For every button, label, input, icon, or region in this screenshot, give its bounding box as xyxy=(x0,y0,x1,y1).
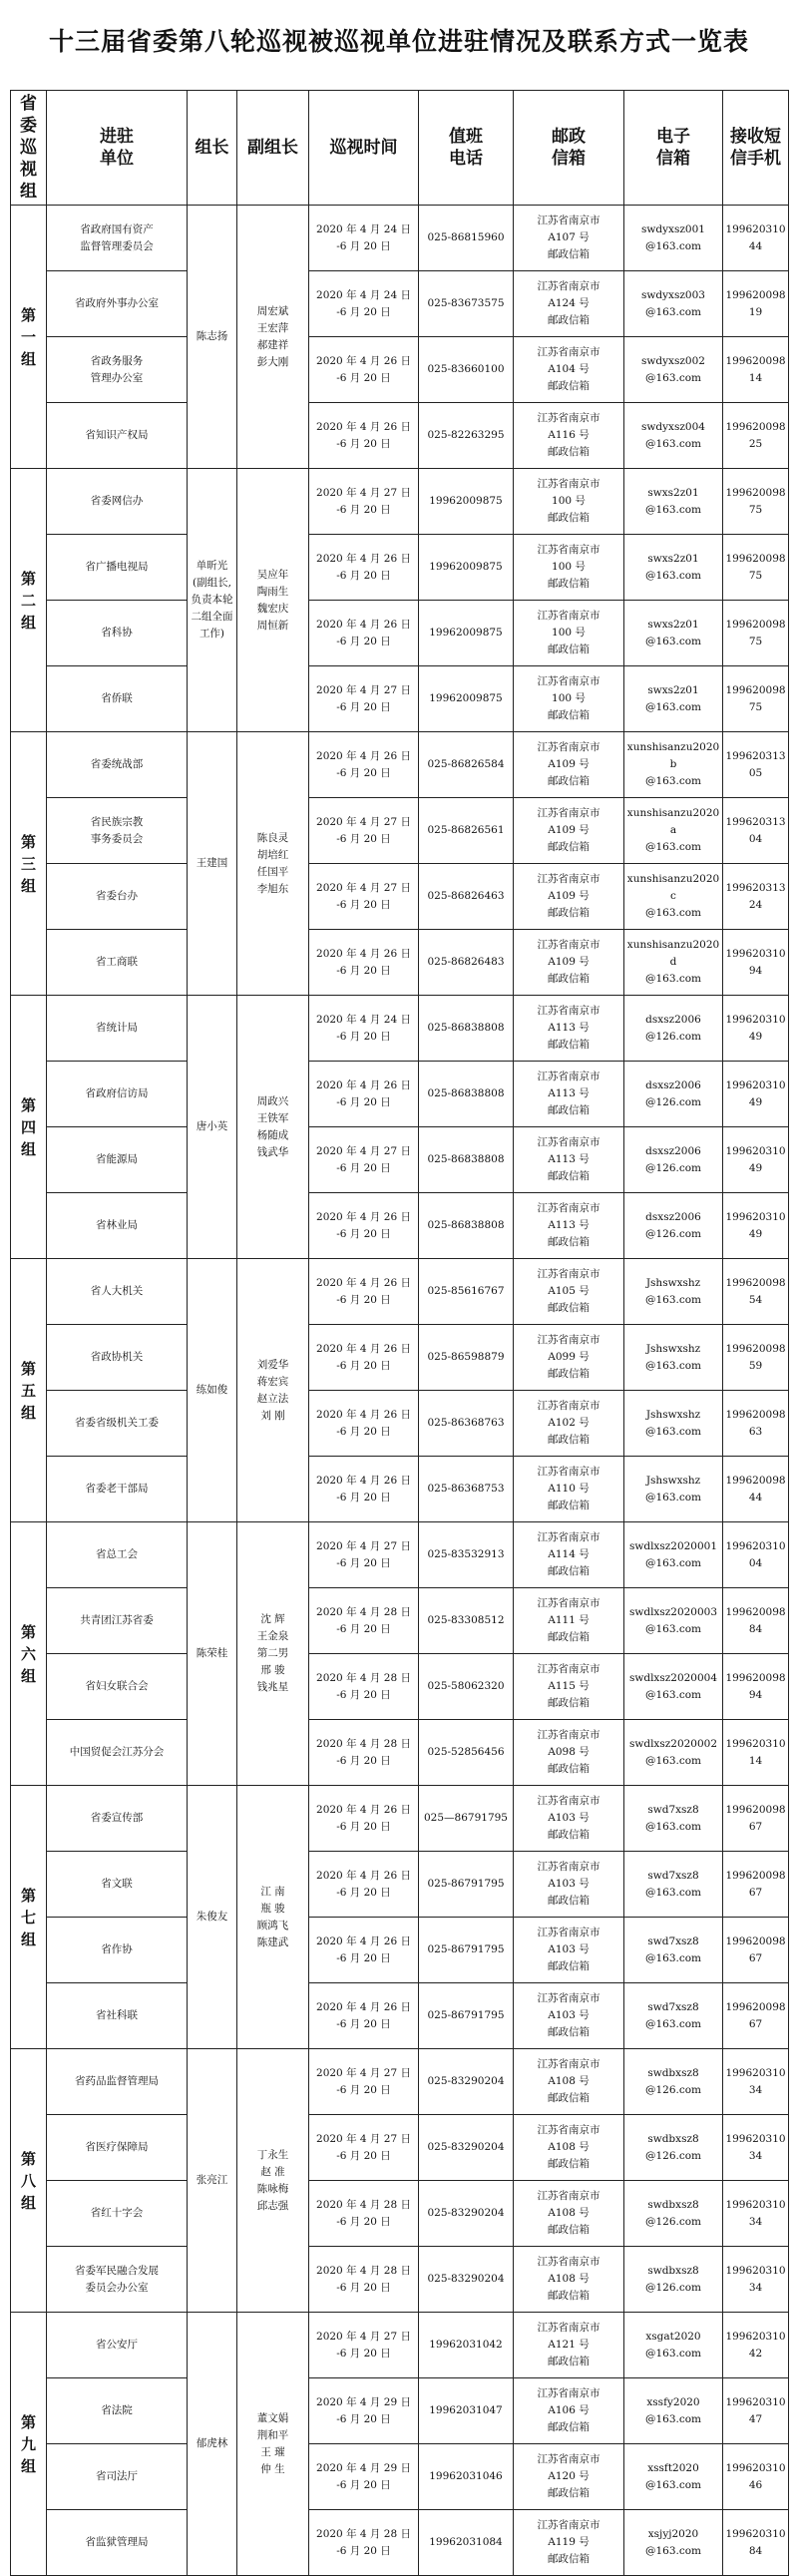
table-row xyxy=(11,1786,789,1852)
inspection-period: 2020 年 4 月 28 日 -6 月 20 日 xyxy=(309,1654,419,1720)
contact-table xyxy=(10,90,789,2576)
table-row xyxy=(11,1720,789,1786)
email-address: swdyxsz004 @163.com xyxy=(624,403,723,469)
group-leader: 陈志扬 xyxy=(188,206,237,469)
group-name: 第 一 组 xyxy=(11,206,47,469)
duty-phone: 025-86826561 xyxy=(419,798,514,864)
unit-name: 省政府外事办公室 xyxy=(47,271,188,337)
sms-phone: 19962009884 xyxy=(723,1588,789,1654)
email-address: Jshswxshz @163.com xyxy=(624,1457,723,1522)
table-row xyxy=(11,2444,789,2510)
group-name: 第 六 组 xyxy=(11,1522,47,1786)
postal-mailbox: 江苏省南京市 A099 号 邮政信箱 xyxy=(514,1325,624,1391)
sms-phone: 19962031305 xyxy=(723,732,789,798)
duty-phone: 19962031047 xyxy=(419,2378,514,2444)
postal-mailbox: 江苏省南京市 100 号 邮政信箱 xyxy=(514,469,624,535)
deputy-leaders: 周宏斌 王宏萍 郝建祥 彭大刚 xyxy=(237,206,309,469)
sms-phone: 19962009867 xyxy=(723,1983,789,2049)
unit-name: 省委台办 xyxy=(47,864,188,930)
unit-name: 省政务服务 管理办公室 xyxy=(47,337,188,403)
sms-phone: 19962009819 xyxy=(723,271,789,337)
unit-name: 省委省级机关工委 xyxy=(47,1391,188,1457)
email-address: swdlxsz2020004 @163.com xyxy=(624,1654,723,1720)
email-address: dsxsz2006 @126.com xyxy=(624,1062,723,1127)
table-row xyxy=(11,996,789,1062)
duty-phone: 19962031042 xyxy=(419,2313,514,2378)
postal-mailbox: 江苏省南京市 A121 号 邮政信箱 xyxy=(514,2313,624,2378)
postal-mailbox: 江苏省南京市 A120 号 邮政信箱 xyxy=(514,2444,624,2510)
group-leader: 张亮江 xyxy=(188,2049,237,2313)
email-address: swd7xsz8 @163.com xyxy=(624,1786,723,1852)
unit-name: 省工商联 xyxy=(47,930,188,996)
inspection-period: 2020 年 4 月 24 日 -6 月 20 日 xyxy=(309,206,419,271)
deputy-leaders: 沈 辉 王金泉 第二男 邢 骏 钱兆星 xyxy=(237,1522,309,1786)
unit-name: 省红十字会 xyxy=(47,2181,188,2247)
sms-phone: 19962009844 xyxy=(723,1457,789,1522)
table-row xyxy=(11,469,789,535)
email-address: xssfy2020 @163.com xyxy=(624,2378,723,2444)
email-address: swdbxsz8 @126.com xyxy=(624,2247,723,2313)
duty-phone: 025-83532913 xyxy=(419,1522,514,1588)
unit-name: 省广播电视局 xyxy=(47,535,188,601)
duty-phone: 19962031046 xyxy=(419,2444,514,2510)
unit-name: 省人大机关 xyxy=(47,1259,188,1325)
inspection-period: 2020 年 4 月 27 日 -6 月 20 日 xyxy=(309,2115,419,2181)
email-address: Jshswxshz @163.com xyxy=(624,1391,723,1457)
duty-phone: 19962031084 xyxy=(419,2510,514,2576)
table-row xyxy=(11,732,789,798)
unit-name: 共青团江苏省委 xyxy=(47,1588,188,1654)
table-row xyxy=(11,798,789,864)
group-leader: 郁虎林 xyxy=(188,2313,237,2576)
table-row xyxy=(11,403,789,469)
email-address: swd7xsz8 @163.com xyxy=(624,1918,723,1983)
sms-phone: 19962009863 xyxy=(723,1391,789,1457)
table-row xyxy=(11,1654,789,1720)
unit-name: 省药品监督管理局 xyxy=(47,2049,188,2115)
email-address: Jshswxshz @163.com xyxy=(624,1325,723,1391)
email-address: swdyxsz002 @163.com xyxy=(624,337,723,403)
group-name: 第 五 组 xyxy=(11,1259,47,1522)
inspection-period: 2020 年 4 月 26 日 -6 月 20 日 xyxy=(309,403,419,469)
duty-phone: 19962009875 xyxy=(419,469,514,535)
sms-phone: 19962031049 xyxy=(723,996,789,1062)
postal-mailbox: 江苏省南京市 A109 号 邮政信箱 xyxy=(514,732,624,798)
duty-phone: 025-86791795 xyxy=(419,1983,514,2049)
duty-phone: 025-86838808 xyxy=(419,1062,514,1127)
postal-mailbox: 江苏省南京市 A105 号 邮政信箱 xyxy=(514,1259,624,1325)
inspection-period: 2020 年 4 月 24 日 -6 月 20 日 xyxy=(309,996,419,1062)
deputy-leaders: 周政兴 王铁军 杨随成 钱武华 xyxy=(237,996,309,1259)
postal-mailbox: 江苏省南京市 A108 号 邮政信箱 xyxy=(514,2247,624,2313)
inspection-period: 2020 年 4 月 26 日 -6 月 20 日 xyxy=(309,1062,419,1127)
unit-name: 省公安厅 xyxy=(47,2313,188,2378)
email-address: swdbxsz8 @126.com xyxy=(624,2115,723,2181)
unit-name: 省法院 xyxy=(47,2378,188,2444)
sms-phone: 19962009875 xyxy=(723,469,789,535)
sms-phone: 19962009894 xyxy=(723,1654,789,1720)
sms-phone: 19962009867 xyxy=(723,1918,789,1983)
postal-mailbox: 江苏省南京市 A103 号 邮政信箱 xyxy=(514,1983,624,2049)
postal-mailbox: 江苏省南京市 A109 号 邮政信箱 xyxy=(514,864,624,930)
email-address: xunshisanzu2020b @163.com xyxy=(624,732,723,798)
unit-name: 省林业局 xyxy=(47,1193,188,1259)
email-address: swxs2z01 @163.com xyxy=(624,469,723,535)
postal-mailbox: 江苏省南京市 A098 号 邮政信箱 xyxy=(514,1720,624,1786)
inspection-period: 2020 年 4 月 27 日 -6 月 20 日 xyxy=(309,864,419,930)
duty-phone: 025-86838808 xyxy=(419,1193,514,1259)
sms-phone: 19962031042 xyxy=(723,2313,789,2378)
table-row xyxy=(11,930,789,996)
duty-phone: 19962009875 xyxy=(419,535,514,601)
email-address: swxs2z01 @163.com xyxy=(624,601,723,666)
postal-mailbox: 江苏省南京市 A108 号 邮政信箱 xyxy=(514,2181,624,2247)
unit-name: 省委网信办 xyxy=(47,469,188,535)
table-row xyxy=(11,1522,789,1588)
email-address: xunshisanzu2020c @163.com xyxy=(624,864,723,930)
table-row xyxy=(11,535,789,601)
group-name: 第 八 组 xyxy=(11,2049,47,2313)
duty-phone: 025-83308512 xyxy=(419,1588,514,1654)
duty-phone: 025-85616767 xyxy=(419,1259,514,1325)
inspection-period: 2020 年 4 月 26 日 -6 月 20 日 xyxy=(309,1786,419,1852)
inspection-period: 2020 年 4 月 26 日 -6 月 20 日 xyxy=(309,930,419,996)
postal-mailbox: 江苏省南京市 A115 号 邮政信箱 xyxy=(514,1654,624,1720)
duty-phone: 025-83660100 xyxy=(419,337,514,403)
deputy-leaders: 丁永生 赵 准 陈咏梅 邱志强 xyxy=(237,2049,309,2313)
group-leader: 陈荣桂 xyxy=(188,1522,237,1786)
duty-phone: 025-86826584 xyxy=(419,732,514,798)
postal-mailbox: 江苏省南京市 A109 号 邮政信箱 xyxy=(514,798,624,864)
duty-phone: 025-86791795 xyxy=(419,1918,514,1983)
sms-phone: 19962009875 xyxy=(723,666,789,732)
sms-phone: 19962031034 xyxy=(723,2115,789,2181)
email-address: dsxsz2006 @126.com xyxy=(624,1127,723,1193)
email-address: xsjyj2020 @163.com xyxy=(624,2510,723,2576)
email-address: swd7xsz8 @163.com xyxy=(624,1852,723,1918)
unit-name: 省监狱管理局 xyxy=(47,2510,188,2576)
unit-name: 省统计局 xyxy=(47,996,188,1062)
unit-name: 省社科联 xyxy=(47,1983,188,2049)
sms-phone: 19962031014 xyxy=(723,1720,789,1786)
group-leader: 王建国 xyxy=(188,732,237,996)
postal-mailbox: 江苏省南京市 A119 号 邮政信箱 xyxy=(514,2510,624,2576)
postal-mailbox: 江苏省南京市 A103 号 邮政信箱 xyxy=(514,1852,624,1918)
inspection-period: 2020 年 4 月 26 日 -6 月 20 日 xyxy=(309,1918,419,1983)
sms-phone: 19962009854 xyxy=(723,1259,789,1325)
header-leader: 组长 xyxy=(188,91,237,206)
header-unit: 进驻 单位 xyxy=(47,91,188,206)
table-row xyxy=(11,2378,789,2444)
header-group: 省委 巡视 组 xyxy=(11,91,47,206)
email-address: xunshisanzu2020d @163.com xyxy=(624,930,723,996)
duty-phone: 025-86791795 xyxy=(419,1852,514,1918)
duty-phone: 025-82263295 xyxy=(419,403,514,469)
table-body xyxy=(11,206,789,2576)
sms-phone: 19962031047 xyxy=(723,2378,789,2444)
inspection-period: 2020 年 4 月 26 日 -6 月 20 日 xyxy=(309,535,419,601)
table-row xyxy=(11,666,789,732)
postal-mailbox: 江苏省南京市 A108 号 邮政信箱 xyxy=(514,2049,624,2115)
table-row xyxy=(11,2181,789,2247)
sms-phone: 19962031034 xyxy=(723,2181,789,2247)
inspection-period: 2020 年 4 月 28 日 -6 月 20 日 xyxy=(309,2510,419,2576)
unit-name: 省能源局 xyxy=(47,1127,188,1193)
postal-mailbox: 江苏省南京市 A113 号 邮政信箱 xyxy=(514,996,624,1062)
table-row xyxy=(11,1325,789,1391)
email-address: swdlxsz2020003 @163.com xyxy=(624,1588,723,1654)
email-address: swd7xsz8 @163.com xyxy=(624,1983,723,2049)
deputy-leaders: 陈良灵 胡培红 任国平 李旭东 xyxy=(237,732,309,996)
group-name: 第 九 组 xyxy=(11,2313,47,2576)
inspection-period: 2020 年 4 月 29 日 -6 月 20 日 xyxy=(309,2444,419,2510)
table-row xyxy=(11,1852,789,1918)
email-address: swdlxsz2020002 @163.com xyxy=(624,1720,723,1786)
unit-name: 省知识产权局 xyxy=(47,403,188,469)
sms-phone: 19962031046 xyxy=(723,2444,789,2510)
table-row xyxy=(11,1062,789,1127)
header-mailbox: 邮政 信箱 xyxy=(514,91,624,206)
sms-phone: 19962009867 xyxy=(723,1786,789,1852)
duty-phone: 025-86368753 xyxy=(419,1457,514,1522)
group-name: 第 四 组 xyxy=(11,996,47,1259)
deputy-leaders: 董文娟 荆和平 王 璀 仲 生 xyxy=(237,2313,309,2576)
inspection-period: 2020 年 4 月 27 日 -6 月 20 日 xyxy=(309,469,419,535)
header-sms: 接收短 信手机 xyxy=(723,91,789,206)
sms-phone: 19962009825 xyxy=(723,403,789,469)
duty-phone: 19962009875 xyxy=(419,601,514,666)
postal-mailbox: 江苏省南京市 A116 号 邮政信箱 xyxy=(514,403,624,469)
inspection-period: 2020 年 4 月 27 日 -6 月 20 日 xyxy=(309,1522,419,1588)
inspection-period: 2020 年 4 月 26 日 -6 月 20 日 xyxy=(309,732,419,798)
inspection-period: 2020 年 4 月 26 日 -6 月 20 日 xyxy=(309,1325,419,1391)
sms-phone: 19962009875 xyxy=(723,535,789,601)
group-leader: 单昕光 (副组长, 负责本轮 二组全面 工作) xyxy=(188,469,237,732)
email-address: dsxsz2006 @126.com xyxy=(624,996,723,1062)
table-row xyxy=(11,864,789,930)
table-row xyxy=(11,2510,789,2576)
unit-name: 省侨联 xyxy=(47,666,188,732)
duty-phone: 025-86598879 xyxy=(419,1325,514,1391)
email-address: swdbxsz8 @126.com xyxy=(624,2049,723,2115)
postal-mailbox: 江苏省南京市 A113 号 邮政信箱 xyxy=(514,1193,624,1259)
sms-phone: 19962031304 xyxy=(723,798,789,864)
duty-phone: 025-83290204 xyxy=(419,2181,514,2247)
sms-phone: 19962009814 xyxy=(723,337,789,403)
inspection-period: 2020 年 4 月 28 日 -6 月 20 日 xyxy=(309,2247,419,2313)
inspection-period: 2020 年 4 月 26 日 -6 月 20 日 xyxy=(309,1259,419,1325)
duty-phone: 025-86838808 xyxy=(419,996,514,1062)
duty-phone: 025-86838808 xyxy=(419,1127,514,1193)
postal-mailbox: 江苏省南京市 A108 号 邮政信箱 xyxy=(514,2115,624,2181)
inspection-period: 2020 年 4 月 29 日 -6 月 20 日 xyxy=(309,2378,419,2444)
table-row xyxy=(11,1588,789,1654)
email-address: Jshswxshz @163.com xyxy=(624,1259,723,1325)
duty-phone: 025-86826483 xyxy=(419,930,514,996)
unit-name: 省医疗保障局 xyxy=(47,2115,188,2181)
table-row xyxy=(11,1193,789,1259)
table-row xyxy=(11,271,789,337)
inspection-period: 2020 年 4 月 26 日 -6 月 20 日 xyxy=(309,1193,419,1259)
table-row xyxy=(11,2049,789,2115)
postal-mailbox: 江苏省南京市 A106 号 邮政信箱 xyxy=(514,2378,624,2444)
unit-name: 省司法厅 xyxy=(47,2444,188,2510)
email-address: swdyxsz001 @163.com xyxy=(624,206,723,271)
postal-mailbox: 江苏省南京市 A102 号 邮政信箱 xyxy=(514,1391,624,1457)
unit-name: 省总工会 xyxy=(47,1522,188,1588)
email-address: dsxsz2006 @126.com xyxy=(624,1193,723,1259)
inspection-period: 2020 年 4 月 24 日 -6 月 20 日 xyxy=(309,271,419,337)
table-row xyxy=(11,2115,789,2181)
email-address: swdbxsz8 @126.com xyxy=(624,2181,723,2247)
inspection-period: 2020 年 4 月 26 日 -6 月 20 日 xyxy=(309,1983,419,2049)
group-leader: 练如俊 xyxy=(188,1259,237,1522)
sms-phone: 19962031324 xyxy=(723,864,789,930)
inspection-period: 2020 年 4 月 27 日 -6 月 20 日 xyxy=(309,2313,419,2378)
unit-name: 省政协机关 xyxy=(47,1325,188,1391)
deputy-leaders: 吴应年 陶雨生 魏宏庆 周恒新 xyxy=(237,469,309,732)
table-row xyxy=(11,1391,789,1457)
sms-phone: 19962009875 xyxy=(723,601,789,666)
duty-phone: 025-83673575 xyxy=(419,271,514,337)
header-email: 电子 信箱 xyxy=(624,91,723,206)
unit-name: 省政府国有资产 监督管理委员会 xyxy=(47,206,188,271)
table-row xyxy=(11,206,789,271)
group-name: 第 二 组 xyxy=(11,469,47,732)
table-row xyxy=(11,1259,789,1325)
duty-phone: 025—86791795 xyxy=(419,1786,514,1852)
header-time: 巡视时间 xyxy=(309,91,419,206)
postal-mailbox: 江苏省南京市 100 号 邮政信箱 xyxy=(514,535,624,601)
deputy-leaders: 江 南 瓶 骏 顾鸿飞 陈建武 xyxy=(237,1786,309,2049)
sms-phone: 19962009859 xyxy=(723,1325,789,1391)
postal-mailbox: 江苏省南京市 A113 号 邮政信箱 xyxy=(514,1062,624,1127)
sms-phone: 19962009867 xyxy=(723,1852,789,1918)
table-row xyxy=(11,1918,789,1983)
sms-phone: 19962031034 xyxy=(723,2247,789,2313)
email-address: swdyxsz003 @163.com xyxy=(624,271,723,337)
postal-mailbox: 江苏省南京市 A124 号 邮政信箱 xyxy=(514,271,624,337)
table-row xyxy=(11,1127,789,1193)
postal-mailbox: 江苏省南京市 100 号 邮政信箱 xyxy=(514,666,624,732)
inspection-period: 2020 年 4 月 26 日 -6 月 20 日 xyxy=(309,1391,419,1457)
postal-mailbox: 江苏省南京市 A114 号 邮政信箱 xyxy=(514,1522,624,1588)
header-row xyxy=(11,91,789,206)
sms-phone: 19962031049 xyxy=(723,1127,789,1193)
header-phone: 值班 电话 xyxy=(419,91,514,206)
duty-phone: 025-83290204 xyxy=(419,2247,514,2313)
unit-name: 省政府信访局 xyxy=(47,1062,188,1127)
sms-phone: 19962031044 xyxy=(723,206,789,271)
unit-name: 省委军民融合发展 委员会办公室 xyxy=(47,2247,188,2313)
inspection-period: 2020 年 4 月 28 日 -6 月 20 日 xyxy=(309,1588,419,1654)
unit-name: 中国贸促会江苏分会 xyxy=(47,1720,188,1786)
duty-phone: 19962009875 xyxy=(419,666,514,732)
duty-phone: 025-86815960 xyxy=(419,206,514,271)
postal-mailbox: 江苏省南京市 A110 号 邮政信箱 xyxy=(514,1457,624,1522)
unit-name: 省妇女联合会 xyxy=(47,1654,188,1720)
email-address: swxs2z01 @163.com xyxy=(624,535,723,601)
unit-name: 省科协 xyxy=(47,601,188,666)
unit-name: 省委老干部局 xyxy=(47,1457,188,1522)
group-name: 第 七 组 xyxy=(11,1786,47,2049)
inspection-period: 2020 年 4 月 27 日 -6 月 20 日 xyxy=(309,666,419,732)
postal-mailbox: 江苏省南京市 A113 号 邮政信箱 xyxy=(514,1127,624,1193)
duty-phone: 025-86826463 xyxy=(419,864,514,930)
inspection-period: 2020 年 4 月 26 日 -6 月 20 日 xyxy=(309,1852,419,1918)
unit-name: 省作协 xyxy=(47,1918,188,1983)
header-deputy: 副组长 xyxy=(237,91,309,206)
table-row xyxy=(11,601,789,666)
group-leader: 唐小英 xyxy=(188,996,237,1259)
inspection-period: 2020 年 4 月 26 日 -6 月 20 日 xyxy=(309,1457,419,1522)
unit-name: 省民族宗教 事务委员会 xyxy=(47,798,188,864)
inspection-period: 2020 年 4 月 28 日 -6 月 20 日 xyxy=(309,2181,419,2247)
postal-mailbox: 江苏省南京市 100 号 邮政信箱 xyxy=(514,601,624,666)
table-row xyxy=(11,2313,789,2378)
unit-name: 省委宣传部 xyxy=(47,1786,188,1852)
inspection-period: 2020 年 4 月 27 日 -6 月 20 日 xyxy=(309,2049,419,2115)
email-address: xunshisanzu2020a @163.com xyxy=(624,798,723,864)
postal-mailbox: 江苏省南京市 A111 号 邮政信箱 xyxy=(514,1588,624,1654)
duty-phone: 025-52856456 xyxy=(419,1720,514,1786)
group-name: 第 三 组 xyxy=(11,732,47,996)
duty-phone: 025-83290204 xyxy=(419,2115,514,2181)
table-row xyxy=(11,2247,789,2313)
inspection-period: 2020 年 4 月 26 日 -6 月 20 日 xyxy=(309,601,419,666)
table-row xyxy=(11,1457,789,1522)
duty-phone: 025-86368763 xyxy=(419,1391,514,1457)
postal-mailbox: 江苏省南京市 A107 号 邮政信箱 xyxy=(514,206,624,271)
postal-mailbox: 江苏省南京市 A103 号 邮政信箱 xyxy=(514,1918,624,1983)
inspection-period: 2020 年 4 月 28 日 -6 月 20 日 xyxy=(309,1720,419,1786)
sms-phone: 19962031004 xyxy=(723,1522,789,1588)
unit-name: 省文联 xyxy=(47,1852,188,1918)
unit-name: 省委统战部 xyxy=(47,732,188,798)
deputy-leaders: 刘爱华 蒋宏宾 赵立法 刘 刚 xyxy=(237,1259,309,1522)
inspection-period: 2020 年 4 月 27 日 -6 月 20 日 xyxy=(309,1127,419,1193)
sms-phone: 19962031049 xyxy=(723,1193,789,1259)
email-address: swdlxsz2020001 @163.com xyxy=(624,1522,723,1588)
postal-mailbox: 江苏省南京市 A103 号 邮政信箱 xyxy=(514,1786,624,1852)
inspection-period: 2020 年 4 月 26 日 -6 月 20 日 xyxy=(309,337,419,403)
postal-mailbox: 江苏省南京市 A109 号 邮政信箱 xyxy=(514,930,624,996)
email-address: swxs2z01 @163.com xyxy=(624,666,723,732)
inspection-period: 2020 年 4 月 27 日 -6 月 20 日 xyxy=(309,798,419,864)
group-leader: 朱俊友 xyxy=(188,1786,237,2049)
duty-phone: 025-58062320 xyxy=(419,1654,514,1720)
table-row xyxy=(11,337,789,403)
sms-phone: 19962031094 xyxy=(723,930,789,996)
postal-mailbox: 江苏省南京市 A104 号 邮政信箱 xyxy=(514,337,624,403)
email-address: xssft2020 @163.com xyxy=(624,2444,723,2510)
page-title: 十三届省委第八轮巡视被巡视单位进驻情况及联系方式一览表 xyxy=(48,27,749,56)
sms-phone: 19962031034 xyxy=(723,2049,789,2115)
email-address: xsgat2020 @163.com xyxy=(624,2313,723,2378)
sms-phone: 19962031049 xyxy=(723,1062,789,1127)
table-row xyxy=(11,1983,789,2049)
sms-phone: 19962031084 xyxy=(723,2510,789,2576)
duty-phone: 025-83290204 xyxy=(419,2049,514,2115)
